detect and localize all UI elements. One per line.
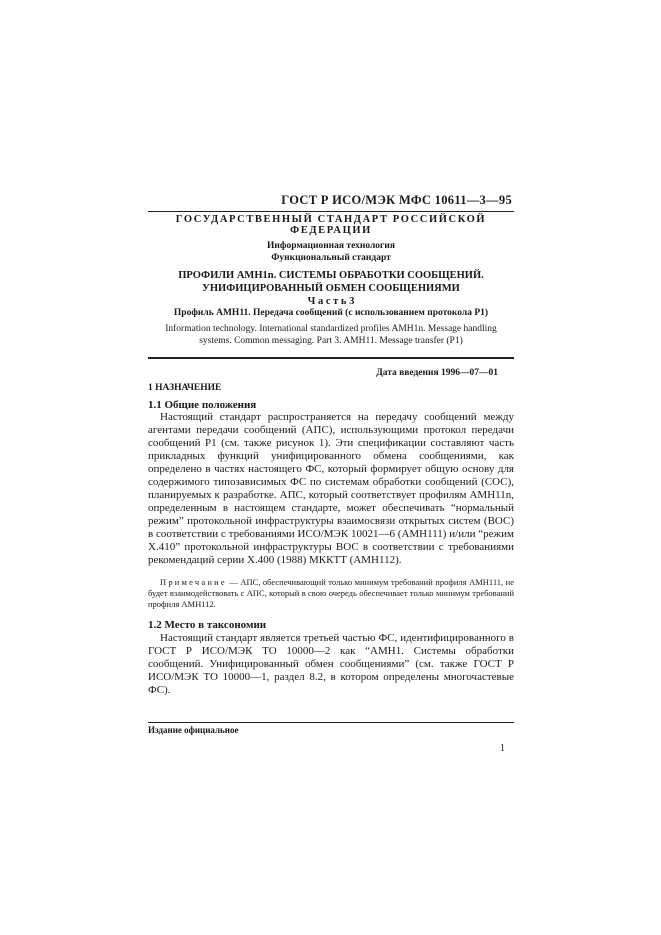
title-line-1: Информационная технология <box>267 241 395 251</box>
section-heading: 1 НАЗНАЧЕНИЕ <box>148 383 222 393</box>
paragraph-1-1: Настоящий стандарт распространяется на передачу сообщений между агентами передачи сообщений (АПС), использующими протокол передачи сообщений Р1 (см. также рисунок 1). Эти спецификации составляют часть прикладных функций унифицированного обмена сообщениями, как определено в частях настоящего ФС, который формирует общую основу для содержимого типозависимых ФС по системам обработки сообщений (СОС), планируемых к разработке. АПС, который соответствует профилям АМН11n, определенным в настоящем стандарте, может обеспечивать “нормальный режим” протокольной инфраструктуры взаимосвязи открытых систем (ВОС) в соответствии с требованиями ИСО/МЭК 10021—6 (АМН111) и/или “режим Х.410” протокольной инфраструктуры ВОС в соответствии с требованиями рекомендаций серии Х.400 (1988) МККТТ (АМН112). <box>148 411 514 566</box>
paragraph-1-2: Настоящий стандарт является третьей частью ФС, идентифицированного в ГОСТ Р ИСО/МЭК ТО 10000—2 как “АМН1. Системы обработки сообщений. Унифицированный обмен сообщениями” (см. также ГОСТ Р ИСО/МЭК ТО 10000—1, раздел 8.2, в котором определены многочастевые ФС). <box>148 632 514 696</box>
document-subtitle: Профиль АМН11. Передача сообщений (с использованием протокола Р1) <box>173 308 489 318</box>
edition-label: Издание официальное <box>148 725 239 735</box>
state-standard-title: ГОСУДАРСТВЕННЫЙ СТАНДАРТ РОССИЙСКОЙ ФЕДЕРАЦИИ <box>175 214 487 236</box>
standard-code: ГОСТ Р ИСО/МЭК МФС 10611—3—95 <box>281 193 512 207</box>
page-number: 1 <box>500 743 505 754</box>
subsection-heading-1-1: 1.1 Общие положения <box>148 399 257 411</box>
document-title-2: УНИФИЦИРОВАННЫЙ ОБМЕН СООБЩЕНИЯМИ <box>202 283 460 294</box>
part-label: Ч а с т ь 3 <box>307 296 355 307</box>
title-rule <box>148 357 514 359</box>
footer-rule <box>148 722 514 723</box>
note-text: — АПС, обеспечивающий только минимум требований профиля АМН111, не будет взаимодействовать с АПС, который в свою очередь обеспечивает только минимум требований профиля АМН112. <box>148 577 514 609</box>
note <box>148 577 514 610</box>
english-title: Information technology. International standardized profiles AMH1n. Message handling systems. Common messaging. Part 3. AMH11. Message transfer (P1) <box>165 324 497 346</box>
title-line-2: Функциональный стандарт <box>271 253 391 263</box>
introduction-date: Дата введения 1996—07—01 <box>376 368 498 378</box>
document-title-1: ПРОФИЛИ АМН1n. СИСТЕМЫ ОБРАБОТКИ СООБЩЕНИЙ. <box>178 270 484 281</box>
header-rule <box>148 211 514 212</box>
note-label: Примечание <box>160 577 227 587</box>
subsection-heading-1-2: 1.2 Место в таксономии <box>148 619 267 631</box>
